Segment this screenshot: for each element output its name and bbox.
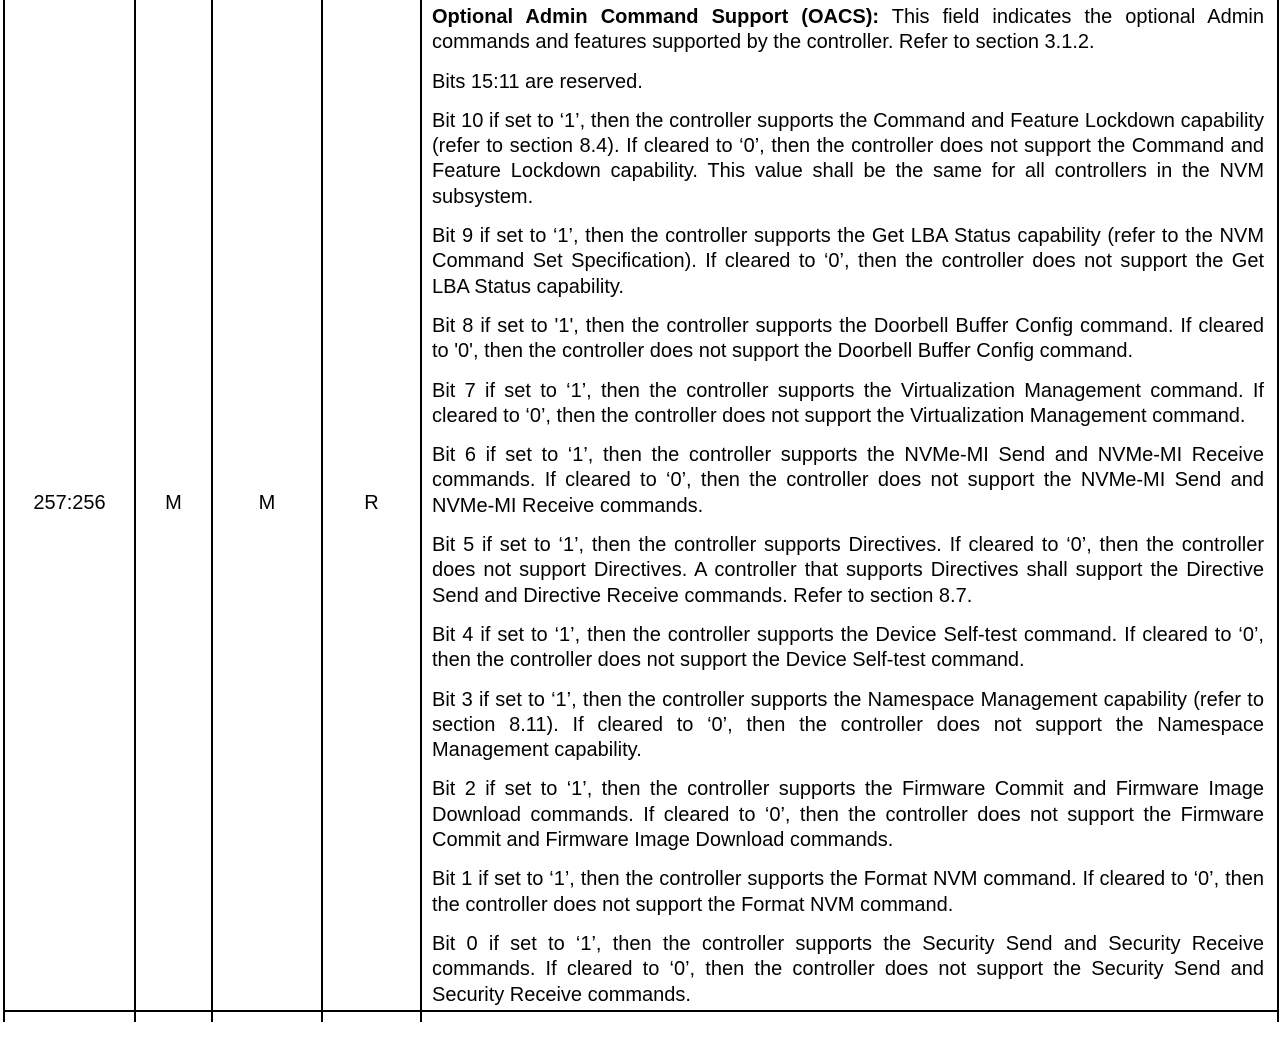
column-3-cell: M	[212, 0, 322, 1011]
description-paragraph: Bit 0 if set to ‘1’, then the controller supports the Security Send and Security Receive commands. If cleared to ‘0’, then the controller does not support the Security Send and Security Receive commands.	[432, 932, 1264, 1006]
next-table-row	[4, 1011, 1278, 1022]
description-paragraph: Bit 7 if set to ‘1’, then the controller supports the Virtualization Management command. If cleared to ‘0’, then the controller does not support the Virtualization Management command.	[432, 379, 1264, 427]
column-2-cell: M	[135, 0, 212, 1011]
description-paragraph: Bit 1 if set to ‘1’, then the controller supports the Format NVM command. If cleared to ‘0’, then the controller does not support the Format NVM command.	[432, 868, 1264, 916]
next-row-cell	[212, 1011, 322, 1022]
bytes-cell: 257:256	[4, 0, 135, 1011]
description-intro	[432, 5, 1264, 56]
description-paragraph: Bit 3 if set to ‘1’, then the controller supports the Namespace Management capability (refer to section 8.11). If cleared to ‘0’, then the controller does not support the Namespace Management capability.	[432, 688, 1264, 762]
column-4-cell: R	[322, 0, 421, 1011]
description-paragraph: Bit 10 if set to ‘1’, then the controller supports the Command and Feature Lockdown capability (refer to section 8.4). If cleared to ‘0’, then the controller does not support the Command and Feature Lockdown capability. This value shall be the same for all controllers in the NVM subsystem.	[432, 109, 1264, 208]
field-intro-text: This field indicates the optional Admin commands and features supported by the controller. Refer to section 3.1.2.	[432, 6, 1264, 54]
description-paragraph: Bit 9 if set to ‘1’, then the controller supports the Get LBA Status capability (refer to the NVM Command Set Specification). If cleared to ‘0’, then the controller does not support the Get LBA Status capability.	[432, 225, 1264, 298]
description-paragraph: Bit 2 if set to ‘1’, then the controller supports the Firmware Commit and Firmware Image Download commands. If cleared to ‘0’, then the controller does not support the Firmware Commit and Firmware Image Download commands.	[432, 778, 1264, 852]
description-paragraph: Bit 8 if set to '1', then the controller supports the Doorbell Buffer Config command. If cleared to '0', then the controller does not support the Doorbell Buffer Config command.	[432, 314, 1264, 363]
next-row-cell	[135, 1011, 212, 1022]
description-paragraph: Bits 15:11 are reserved.	[432, 70, 643, 93]
description-paragraph: Bit 4 if set to ‘1’, then the controller supports the Device Self-test command. If cleared to ‘0’, then the controller does not support the Device Self-test command.	[432, 623, 1264, 672]
next-row-cell	[322, 1011, 421, 1022]
description-cell	[421, 0, 1278, 1011]
description-paragraph: Bit 5 if set to ‘1’, then the controller supports Directives. If cleared to ‘0’, then the controller does not support Directives. A controller that supports Directives shall support the Directive Send and Directive Receive commands. Refer to section 8.7.	[432, 534, 1264, 607]
table-row	[4, 0, 1278, 1011]
next-row-cell	[421, 1011, 1278, 1022]
field-title: Optional Admin Command Support (OACS):	[432, 6, 880, 28]
spec-table	[3, 0, 1279, 1022]
next-row-cell	[4, 1011, 135, 1022]
description-paragraph: Bit 6 if set to ‘1’, then the controller supports the NVMe-MI Send and NVMe-MI Receive commands. If cleared to ‘0’, then the controller does not support the NVMe-MI Send and NVMe-MI Receive commands.	[432, 444, 1264, 517]
